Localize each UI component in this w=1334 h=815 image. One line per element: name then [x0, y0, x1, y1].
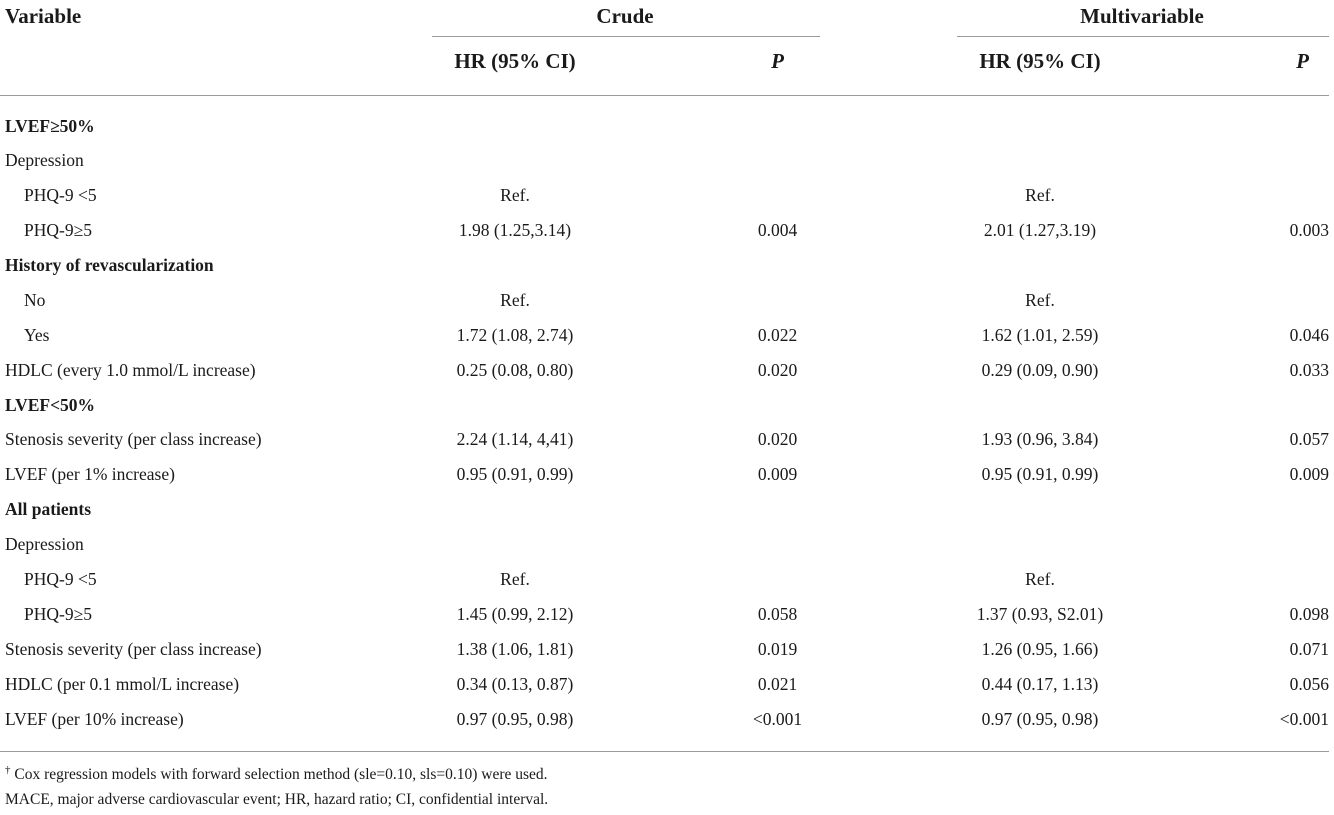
- multivariable-hr-cell: [955, 492, 1125, 527]
- multivariable-hr-cell: [955, 109, 1125, 144]
- table-row: [0, 318, 1334, 353]
- crude-hr-cell: 0.34 (0.13, 0.87): [456, 674, 574, 694]
- footnote-method: [5, 763, 548, 787]
- crude-p-cell: [730, 283, 825, 318]
- multivariable-hr-cell: 0.29 (0.09, 0.90): [981, 360, 1099, 380]
- header-bottom-rule: [0, 95, 1329, 96]
- crude-p-cell: 0.022: [757, 325, 798, 345]
- crude-hr-cell: Ref.: [500, 290, 530, 310]
- multivariable-hr-cell: 0.95 (0.91, 0.99): [981, 464, 1099, 484]
- multivariable-p-cell: [1239, 388, 1329, 423]
- crude-p-cell: <0.001: [752, 709, 803, 729]
- variable-cell: LVEF≥50%: [5, 116, 95, 136]
- multivariable-p-cell: [1239, 178, 1329, 213]
- crude-p-cell: [730, 248, 825, 283]
- variable-cell: PHQ-9≥5: [24, 604, 92, 624]
- crude-hr-cell: [430, 492, 600, 527]
- table-row: [0, 457, 1334, 492]
- multivariable-p-cell: <0.001: [1279, 709, 1329, 729]
- multivariable-p-cell: [1239, 562, 1329, 597]
- crude-hr-cell: [430, 109, 600, 144]
- variable-cell: Stenosis severity (per class increase): [5, 639, 262, 659]
- variable-cell: HDLC (per 0.1 mmol/L increase): [5, 674, 240, 694]
- multivariable-hr-cell: 0.44 (0.17, 1.13): [981, 674, 1099, 694]
- variable-cell: Depression: [5, 534, 84, 554]
- multivariable-hr-cell: Ref.: [1025, 185, 1055, 205]
- table-row: [0, 353, 1334, 388]
- crude-hr-cell: [430, 143, 600, 178]
- table-row: [0, 283, 1334, 318]
- table-row: [0, 562, 1334, 597]
- crude-p-cell: 0.058: [757, 604, 798, 624]
- multivariable-p-cell: 0.033: [1289, 360, 1329, 380]
- table-row: [0, 109, 1334, 144]
- variable-cell: All patients: [5, 499, 92, 519]
- multivariable-p-cell: 0.057: [1289, 429, 1329, 449]
- crude-p-cell: 0.004: [757, 220, 798, 240]
- footnote-abbreviations: MACE, major adverse cardiovascular event; HR, hazard ratio; CI, confidential interval.: [5, 791, 549, 808]
- table-row: [0, 527, 1334, 562]
- table-row: [0, 178, 1334, 213]
- crude-hr-cell: [430, 388, 600, 423]
- variable-cell: LVEF<50%: [5, 395, 96, 415]
- crude-p-cell: [730, 178, 825, 213]
- variable-cell: LVEF (per 1% increase): [5, 464, 175, 484]
- multivariable-hr-cell: 1.37 (0.93, S2.01): [976, 604, 1104, 624]
- crude-p-cell: [730, 492, 825, 527]
- crude-hr-cell: Ref.: [500, 569, 530, 589]
- crude-p-cell: [730, 562, 825, 597]
- table-row: [0, 143, 1334, 178]
- table-row: [0, 667, 1334, 702]
- crude-p-cell: 0.020: [757, 429, 798, 449]
- multivariable-p-cell: [1239, 109, 1329, 144]
- crude-hr-cell: 1.72 (1.08, 2.74): [456, 325, 574, 345]
- variable-cell: Stenosis severity (per class increase): [5, 429, 262, 449]
- crude-hr-cell: 1.45 (0.99, 2.12): [456, 604, 574, 624]
- table-row: [0, 632, 1334, 667]
- crude-p-cell: 0.009: [757, 464, 798, 484]
- crude-p-cell: [730, 109, 825, 144]
- variable-cell: Depression: [5, 150, 84, 170]
- table-row: [0, 388, 1334, 423]
- multivariable-hr-cell: 2.01 (1.27,3.19): [983, 220, 1097, 240]
- crude-spanner-rule: [432, 36, 820, 37]
- multivariable-hr-cell: [955, 143, 1125, 178]
- multivariable-spanner-rule: [957, 36, 1329, 37]
- crude-hr-cell: [430, 527, 600, 562]
- crude-hr-cell: 1.98 (1.25,3.14): [458, 220, 572, 240]
- table-row: [0, 248, 1334, 283]
- crude-hr-cell: [430, 248, 600, 283]
- header-crude: Crude: [596, 4, 654, 28]
- crude-hr-cell: 1.38 (1.06, 1.81): [456, 639, 574, 659]
- multivariable-p-cell: 0.098: [1289, 604, 1329, 624]
- variable-cell: PHQ-9 <5: [24, 185, 97, 205]
- crude-hr-cell: 0.95 (0.91, 0.99): [456, 464, 574, 484]
- variable-cell: History of revascularization: [5, 255, 214, 275]
- footnote-method-text: Cox regression models with forward selection method (sle=0.10, sls=0.10) were used.: [14, 766, 548, 783]
- crude-hr-cell: 0.25 (0.08, 0.80): [456, 360, 574, 380]
- multivariable-p-cell: [1239, 283, 1329, 318]
- multivariable-hr-cell: 1.26 (0.95, 1.66): [981, 639, 1099, 659]
- crude-p-cell: 0.020: [757, 360, 798, 380]
- multivariable-p-cell: [1239, 143, 1329, 178]
- variable-cell: LVEF (per 10% increase): [5, 709, 184, 729]
- header-variable: Variable: [5, 4, 82, 28]
- multivariable-hr-cell: [955, 527, 1125, 562]
- multivariable-p-cell: 0.009: [1289, 464, 1329, 484]
- table-row: [0, 213, 1334, 248]
- table-row: [0, 422, 1334, 457]
- multivariable-p-cell: [1239, 527, 1329, 562]
- crude-p-cell: [730, 527, 825, 562]
- multivariable-hr-cell: Ref.: [1025, 569, 1055, 589]
- multivariable-hr-cell: 1.93 (0.96, 3.84): [981, 429, 1099, 449]
- multivariable-p-cell: 0.003: [1289, 220, 1329, 240]
- multivariable-p-cell: 0.046: [1289, 325, 1329, 345]
- crude-p-cell: [730, 388, 825, 423]
- variable-cell: No: [24, 290, 46, 310]
- multivariable-hr-cell: [955, 248, 1125, 283]
- multivariable-hr-cell: 0.97 (0.95, 0.98): [981, 709, 1099, 729]
- multivariable-p-cell: [1239, 492, 1329, 527]
- variable-cell: PHQ-9≥5: [24, 220, 92, 240]
- crude-p-cell: 0.019: [757, 639, 798, 659]
- crude-hr-cell: Ref.: [500, 185, 530, 205]
- multivariable-hr-cell: Ref.: [1025, 290, 1055, 310]
- table-bottom-rule: [0, 751, 1329, 752]
- header-crude-p: P: [771, 49, 784, 73]
- variable-cell: PHQ-9 <5: [24, 569, 97, 589]
- variable-cell: HDLC (every 1.0 mmol/L increase): [5, 360, 256, 380]
- crude-hr-cell: 2.24 (1.14, 4,41): [456, 429, 574, 449]
- crude-p-cell: [730, 143, 825, 178]
- multivariable-p-cell: 0.056: [1289, 674, 1329, 694]
- header-multivariable-p: P: [1296, 49, 1309, 73]
- multivariable-p-cell: 0.071: [1289, 639, 1329, 659]
- header-multivariable: Multivariable: [1080, 4, 1204, 28]
- multivariable-hr-cell: [955, 388, 1125, 423]
- crude-hr-cell: 0.97 (0.95, 0.98): [456, 709, 574, 729]
- dagger-mark: †: [5, 763, 11, 776]
- crude-p-cell: 0.021: [757, 674, 798, 694]
- header-multivariable-hr: HR (95% CI): [979, 49, 1101, 73]
- table-row: [0, 702, 1334, 737]
- multivariable-hr-cell: 1.62 (1.01, 2.59): [981, 325, 1099, 345]
- header-crude-hr: HR (95% CI): [454, 49, 576, 73]
- table-row: [0, 492, 1334, 527]
- table-row: [0, 597, 1334, 632]
- multivariable-p-cell: [1239, 248, 1329, 283]
- variable-cell: Yes: [24, 325, 50, 345]
